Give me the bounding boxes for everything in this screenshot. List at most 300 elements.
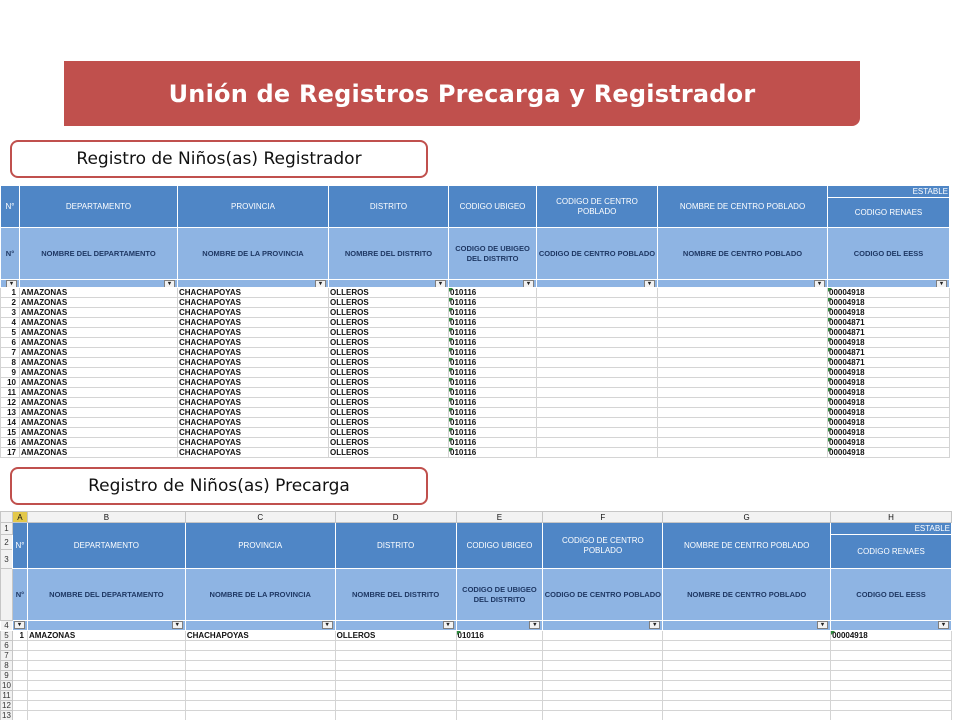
table-cell[interactable] xyxy=(831,641,952,651)
table-row xyxy=(1,418,950,428)
table-cell[interactable] xyxy=(27,671,185,681)
table-cell[interactable]: 00004918 xyxy=(828,398,950,408)
table-cell[interactable] xyxy=(658,308,828,318)
table-cell[interactable] xyxy=(185,641,335,651)
header-cell: DEPARTAMENTO xyxy=(20,186,178,228)
table-cell[interactable]: AMAZONAS xyxy=(20,438,178,448)
table-cell[interactable] xyxy=(663,661,831,671)
row-number[interactable]: 10 xyxy=(2,681,11,690)
table-cell[interactable] xyxy=(658,288,828,298)
table-cell[interactable]: OLLEROS xyxy=(329,348,449,358)
column-letter[interactable]: H xyxy=(831,512,952,523)
table-cell[interactable]: 8 xyxy=(1,358,20,368)
table-cell[interactable]: CHACHAPOYAS xyxy=(178,398,329,408)
table-cell[interactable] xyxy=(658,438,828,448)
table-cell[interactable]: 010116 xyxy=(449,328,537,338)
table-cell[interactable] xyxy=(335,671,456,681)
table-cell[interactable]: 00004918 xyxy=(828,448,950,458)
table-cell[interactable] xyxy=(663,671,831,681)
row-number[interactable]: 7 xyxy=(1,651,13,661)
table-cell[interactable] xyxy=(658,318,828,328)
table-cell[interactable]: 3 xyxy=(1,308,20,318)
header-cell: PROVINCIA xyxy=(178,186,329,228)
table-cell[interactable] xyxy=(663,681,831,691)
table-cell[interactable]: 010116 xyxy=(449,288,537,298)
table-cell[interactable] xyxy=(185,691,335,701)
table-cell[interactable] xyxy=(537,288,658,298)
table-cell[interactable]: 10 xyxy=(1,378,20,388)
table-cell[interactable]: 00004918 xyxy=(828,368,950,378)
table-cell[interactable]: 4 xyxy=(1,318,20,328)
table-cell[interactable]: 010116 xyxy=(449,338,537,348)
table-cell[interactable]: CHACHAPOYAS xyxy=(178,288,329,298)
table-cell[interactable] xyxy=(27,691,185,701)
table-cell[interactable]: AMAZONAS xyxy=(20,448,178,458)
column-letter[interactable]: A xyxy=(12,512,27,523)
table-cell[interactable]: AMAZONAS xyxy=(20,428,178,438)
filter-dropdown-icon[interactable]: ▾ xyxy=(938,621,949,629)
filter-dropdown-icon[interactable]: ▾ xyxy=(529,621,540,629)
table-cell[interactable]: CHACHAPOYAS xyxy=(178,378,329,388)
table-cell[interactable]: 010116 xyxy=(449,368,537,378)
filter-dropdown-icon[interactable]: ▾ xyxy=(172,621,183,629)
table-row xyxy=(1,388,950,398)
table-cell[interactable] xyxy=(543,681,663,691)
table-cell[interactable] xyxy=(12,701,27,711)
table-cell[interactable] xyxy=(658,368,828,378)
filter-dropdown-icon[interactable]: ▾ xyxy=(435,280,446,288)
table-cell[interactable] xyxy=(658,328,828,338)
filter-dropdown-icon[interactable]: ▾ xyxy=(649,621,660,629)
table-cell[interactable] xyxy=(543,641,663,651)
table-cell[interactable]: OLLEROS xyxy=(329,318,449,328)
table-cell[interactable]: 00004918 xyxy=(828,438,950,448)
table-cell[interactable] xyxy=(335,661,456,671)
table-cell[interactable] xyxy=(537,358,658,368)
table-cell[interactable] xyxy=(27,661,185,671)
table-cell[interactable]: OLLEROS xyxy=(329,338,449,348)
table-cell[interactable] xyxy=(335,681,456,691)
table-cell[interactable] xyxy=(658,358,828,368)
table-cell[interactable]: 00004871 xyxy=(828,348,950,358)
table-cell[interactable]: 16 xyxy=(1,438,20,448)
table-cell[interactable]: 010116 xyxy=(449,438,537,448)
table-cell[interactable]: AMAZONAS xyxy=(20,318,178,328)
table-cell[interactable]: 17 xyxy=(1,448,20,458)
table-cell[interactable] xyxy=(12,641,27,651)
header-cell: NOMBRE DE CENTRO POBLADO xyxy=(658,186,828,228)
table-cell[interactable] xyxy=(537,398,658,408)
table-row xyxy=(1,681,952,691)
table-cell[interactable] xyxy=(663,641,831,651)
subheader-cell: NOMBRE DE LA PROVINCIA xyxy=(178,228,329,280)
table-cell[interactable] xyxy=(335,701,456,711)
table-cell[interactable]: OLLEROS xyxy=(329,378,449,388)
table-row xyxy=(1,358,950,368)
filter-row xyxy=(1,621,952,631)
table-cell[interactable]: 00004918 xyxy=(831,631,952,641)
table-cell[interactable] xyxy=(831,691,952,701)
table-cell[interactable] xyxy=(658,408,828,418)
table-cell[interactable] xyxy=(12,651,27,661)
table-cell[interactable]: OLLEROS xyxy=(329,418,449,428)
table-cell[interactable] xyxy=(658,398,828,408)
spreadsheet-registrador[interactable] xyxy=(0,185,952,459)
table-cell[interactable] xyxy=(456,671,543,681)
table-cell[interactable] xyxy=(543,631,663,641)
row-number[interactable] xyxy=(1,569,13,621)
table-cell[interactable] xyxy=(456,641,543,651)
filter-cell xyxy=(12,621,27,631)
table-cell[interactable]: OLLEROS xyxy=(329,388,449,398)
section-label-registrador-text: Registro de Niños(as) Registrador xyxy=(76,149,362,169)
table-cell[interactable] xyxy=(27,711,185,720)
table-cell[interactable] xyxy=(185,671,335,681)
table-cell[interactable] xyxy=(456,701,543,711)
header-cell: DEPARTAMENTO xyxy=(27,523,185,569)
table-cell[interactable]: CHACHAPOYAS xyxy=(178,368,329,378)
table-cell[interactable] xyxy=(658,418,828,428)
subheader-cell: CODIGO DEL EESS xyxy=(831,569,952,621)
table-cell[interactable]: OLLEROS xyxy=(329,358,449,368)
column-letter[interactable]: D xyxy=(335,512,456,523)
table-cell[interactable] xyxy=(185,681,335,691)
filter-dropdown-icon[interactable]: ▾ xyxy=(817,621,828,629)
precarga-table xyxy=(0,511,952,720)
filter-cell xyxy=(335,621,456,631)
header-cell: CODIGO UBIGEO xyxy=(456,523,543,569)
header-row-top xyxy=(1,523,952,535)
filter-dropdown-icon[interactable]: ▾ xyxy=(644,280,655,288)
table-cell[interactable] xyxy=(831,711,952,720)
table-cell[interactable] xyxy=(831,651,952,661)
table-cell[interactable]: CHACHAPOYAS xyxy=(178,348,329,358)
filter-cell xyxy=(178,280,329,288)
filter-cell xyxy=(537,280,658,288)
table-cell[interactable]: CHACHAPOYAS xyxy=(178,428,329,438)
table-cell[interactable]: 9 xyxy=(1,368,20,378)
table-cell[interactable]: CHACHAPOYAS xyxy=(178,448,329,458)
table-cell[interactable]: 00004918 xyxy=(828,298,950,308)
table-row xyxy=(1,398,950,408)
table-cell[interactable]: CHACHAPOYAS xyxy=(178,358,329,368)
table-cell[interactable] xyxy=(663,631,831,641)
table-cell[interactable] xyxy=(831,661,952,671)
table-cell[interactable] xyxy=(12,671,27,681)
table-cell[interactable] xyxy=(27,641,185,651)
table-cell[interactable]: AMAZONAS xyxy=(20,288,178,298)
table-cell[interactable] xyxy=(663,691,831,701)
table-cell[interactable] xyxy=(27,681,185,691)
table-cell[interactable] xyxy=(537,338,658,348)
subheader-cell: CODIGO DE UBIGEO DEL DISTRITO xyxy=(449,228,537,280)
table-cell[interactable]: OLLEROS xyxy=(329,288,449,298)
header-cell-establecimiento: ESTABLE xyxy=(828,186,950,198)
filter-cell xyxy=(831,621,952,631)
table-cell[interactable] xyxy=(27,701,185,711)
table-cell[interactable]: 010116 xyxy=(449,318,537,328)
table-cell[interactable]: 010116 xyxy=(449,428,537,438)
column-letter[interactable]: B xyxy=(27,512,185,523)
table-cell[interactable]: 010116 xyxy=(449,358,537,368)
table-cell[interactable]: 00004918 xyxy=(828,428,950,438)
table-cell[interactable]: AMAZONAS xyxy=(20,378,178,388)
table-cell[interactable] xyxy=(537,318,658,328)
table-cell[interactable] xyxy=(456,691,543,701)
table-cell[interactable] xyxy=(543,661,663,671)
table-cell[interactable]: 6 xyxy=(1,338,20,348)
table-cell[interactable]: AMAZONAS xyxy=(20,418,178,428)
table-cell[interactable] xyxy=(537,388,658,398)
table-cell[interactable] xyxy=(335,711,456,720)
table-cell[interactable]: 12 xyxy=(1,398,20,408)
header-cell: N° xyxy=(1,186,20,228)
table-cell[interactable]: 2 xyxy=(1,298,20,308)
table-cell[interactable] xyxy=(185,711,335,720)
subheader-cell: N° xyxy=(12,569,27,621)
table-cell[interactable]: CHACHAPOYAS xyxy=(178,338,329,348)
header-cell: DISTRITO xyxy=(329,186,449,228)
table-cell[interactable]: AMAZONAS xyxy=(20,388,178,398)
table-cell[interactable] xyxy=(537,408,658,418)
table-cell[interactable] xyxy=(658,348,828,358)
table-cell[interactable] xyxy=(658,378,828,388)
table-cell[interactable]: CHACHAPOYAS xyxy=(178,328,329,338)
table-cell[interactable]: CHACHAPOYAS xyxy=(178,308,329,318)
header-cell: CODIGO DE CENTRO POBLADO xyxy=(543,523,663,569)
table-cell[interactable]: 1 xyxy=(12,631,27,641)
table-cell[interactable]: 00004918 xyxy=(828,378,950,388)
table-row xyxy=(1,408,950,418)
row-number[interactable]: 3 xyxy=(1,550,13,569)
header-cell: CODIGO RENAES xyxy=(828,198,950,228)
table-cell[interactable] xyxy=(658,388,828,398)
table-cell[interactable] xyxy=(12,661,27,671)
table-cell[interactable] xyxy=(12,681,27,691)
subheader-cell: NOMBRE DEL DISTRITO xyxy=(329,228,449,280)
table-cell[interactable]: AMAZONAS xyxy=(20,328,178,338)
table-cell[interactable]: OLLEROS xyxy=(329,368,449,378)
filter-dropdown-icon[interactable]: ▾ xyxy=(322,621,333,629)
table-cell[interactable]: AMAZONAS xyxy=(20,368,178,378)
table-cell[interactable]: CHACHAPOYAS xyxy=(178,388,329,398)
header-cell: CODIGO UBIGEO xyxy=(449,186,537,228)
filter-dropdown-icon[interactable]: ▾ xyxy=(164,280,175,288)
row-number[interactable]: 1 xyxy=(1,523,13,535)
table-cell[interactable] xyxy=(537,308,658,318)
header-row-sub xyxy=(1,569,952,621)
column-letter[interactable]: E xyxy=(456,512,543,523)
filter-dropdown-icon[interactable]: ▾ xyxy=(523,280,534,288)
filter-dropdown-icon[interactable]: ▾ xyxy=(6,280,17,288)
table-row xyxy=(1,631,952,641)
table-row xyxy=(1,641,952,651)
table-cell[interactable]: AMAZONAS xyxy=(20,308,178,318)
row-number[interactable]: 12 xyxy=(2,701,11,710)
table-cell[interactable]: 14 xyxy=(1,418,20,428)
table-cell[interactable] xyxy=(831,671,952,681)
table-cell[interactable] xyxy=(663,711,831,720)
table-cell[interactable]: 7 xyxy=(1,348,20,358)
table-cell[interactable] xyxy=(543,701,663,711)
table-cell[interactable]: CHACHAPOYAS xyxy=(178,318,329,328)
filter-dropdown-icon[interactable]: ▾ xyxy=(936,280,947,288)
table-cell[interactable]: 00004918 xyxy=(828,338,950,348)
subheader-cell: NOMBRE DE CENTRO POBLADO xyxy=(663,569,831,621)
filter-dropdown-icon[interactable]: ▾ xyxy=(315,280,326,288)
table-cell[interactable]: AMAZONAS xyxy=(20,338,178,348)
table-row xyxy=(1,691,952,701)
table-cell[interactable]: 00004871 xyxy=(828,328,950,338)
table-cell[interactable] xyxy=(658,428,828,438)
table-cell[interactable] xyxy=(831,681,952,691)
table-cell[interactable] xyxy=(543,651,663,661)
registrador-table xyxy=(0,185,950,458)
table-cell[interactable]: CHACHAPOYAS xyxy=(178,408,329,418)
table-cell[interactable]: AMAZONAS xyxy=(20,298,178,308)
table-cell[interactable]: 010116 xyxy=(449,408,537,418)
table-cell[interactable]: 010116 xyxy=(449,398,537,408)
table-cell[interactable]: OLLEROS xyxy=(329,308,449,318)
table-cell[interactable]: CHACHAPOYAS xyxy=(185,631,335,641)
table-cell[interactable]: OLLEROS xyxy=(329,408,449,418)
table-cell[interactable]: 15 xyxy=(1,428,20,438)
table-cell[interactable]: 1 xyxy=(1,288,20,298)
table-cell[interactable] xyxy=(456,711,543,720)
table-row xyxy=(1,448,950,458)
table-cell[interactable] xyxy=(335,641,456,651)
table-cell[interactable] xyxy=(537,328,658,338)
table-cell[interactable] xyxy=(537,348,658,358)
table-cell[interactable]: OLLEROS xyxy=(329,448,449,458)
spreadsheet-precarga[interactable] xyxy=(0,511,952,720)
filter-dropdown-icon[interactable]: ▾ xyxy=(814,280,825,288)
filter-cell xyxy=(828,280,950,288)
table-cell[interactable] xyxy=(537,368,658,378)
table-row xyxy=(1,671,952,681)
table-cell[interactable]: OLLEROS xyxy=(329,428,449,438)
table-cell[interactable]: 010116 xyxy=(449,418,537,428)
table-cell[interactable] xyxy=(831,701,952,711)
table-cell[interactable]: AMAZONAS xyxy=(20,398,178,408)
table-cell[interactable]: OLLEROS xyxy=(329,328,449,338)
table-cell[interactable] xyxy=(27,651,185,661)
filter-dropdown-icon[interactable]: ▾ xyxy=(443,621,454,629)
table-cell[interactable]: 00004918 xyxy=(828,388,950,398)
header-cell: DISTRITO xyxy=(335,523,456,569)
table-cell[interactable] xyxy=(335,651,456,661)
table-cell[interactable]: 010116 xyxy=(449,308,537,318)
table-cell[interactable]: 010116 xyxy=(449,348,537,358)
table-cell[interactable] xyxy=(543,711,663,720)
table-cell[interactable]: OLLEROS xyxy=(329,298,449,308)
table-row xyxy=(1,651,952,661)
column-letter[interactable]: G xyxy=(663,512,831,523)
column-letter[interactable]: C xyxy=(185,512,335,523)
table-cell[interactable]: 010116 xyxy=(449,378,537,388)
table-cell[interactable] xyxy=(12,691,27,701)
table-cell[interactable] xyxy=(456,651,543,661)
table-cell[interactable] xyxy=(543,691,663,701)
table-cell[interactable] xyxy=(12,711,27,720)
table-cell[interactable] xyxy=(658,448,828,458)
row-number[interactable]: 6 xyxy=(1,641,13,651)
table-cell[interactable] xyxy=(658,298,828,308)
table-cell[interactable] xyxy=(185,651,335,661)
subheader-cell: CODIGO DE UBIGEO DEL DISTRITO xyxy=(456,569,543,621)
table-cell[interactable]: OLLEROS xyxy=(329,398,449,408)
subheader-cell: CODIGO DEL EESS xyxy=(828,228,950,280)
row-number[interactable]: 2 xyxy=(1,535,13,550)
table-cell[interactable]: 00004918 xyxy=(828,418,950,428)
table-cell[interactable] xyxy=(663,651,831,661)
table-cell[interactable] xyxy=(335,691,456,701)
table-cell[interactable]: 00004871 xyxy=(828,358,950,368)
row-number[interactable]: 4 xyxy=(1,621,13,631)
table-cell[interactable]: 11 xyxy=(1,388,20,398)
table-cell[interactable]: OLLEROS xyxy=(335,631,456,641)
header-cell: CODIGO RENAES xyxy=(831,535,952,569)
table-cell[interactable]: AMAZONAS xyxy=(20,408,178,418)
table-cell[interactable]: AMAZONAS xyxy=(27,631,185,641)
table-cell[interactable] xyxy=(537,298,658,308)
row-number[interactable]: 13 xyxy=(2,711,11,720)
filter-dropdown-icon[interactable]: ▾ xyxy=(14,621,25,629)
table-cell[interactable] xyxy=(456,661,543,671)
row-number[interactable]: 9 xyxy=(1,671,13,681)
table-cell[interactable] xyxy=(456,681,543,691)
table-cell[interactable]: CHACHAPOYAS xyxy=(178,298,329,308)
table-cell[interactable] xyxy=(537,438,658,448)
header-row-sub xyxy=(1,228,950,280)
table-cell[interactable]: CHACHAPOYAS xyxy=(178,418,329,428)
table-cell[interactable]: 00004871 xyxy=(828,318,950,328)
table-cell[interactable]: 010116 xyxy=(449,448,537,458)
table-cell[interactable] xyxy=(543,671,663,681)
table-cell[interactable]: 010116 xyxy=(449,388,537,398)
table-cell[interactable] xyxy=(537,448,658,458)
table-cell[interactable] xyxy=(537,428,658,438)
row-number[interactable]: 5 xyxy=(1,631,13,641)
table-cell[interactable] xyxy=(658,338,828,348)
table-cell[interactable]: 5 xyxy=(1,328,20,338)
table-cell[interactable]: OLLEROS xyxy=(329,438,449,448)
table-row xyxy=(1,318,950,328)
table-cell[interactable]: 00004918 xyxy=(828,288,950,298)
filter-cell xyxy=(658,280,828,288)
table-row xyxy=(1,308,950,318)
table-cell[interactable]: 00004918 xyxy=(828,308,950,318)
filter-cell xyxy=(449,280,537,288)
table-cell[interactable] xyxy=(185,701,335,711)
table-cell[interactable]: 010116 xyxy=(456,631,543,641)
row-number[interactable]: 8 xyxy=(1,661,13,671)
table-cell[interactable] xyxy=(537,418,658,428)
table-cell[interactable]: AMAZONAS xyxy=(20,348,178,358)
column-letter[interactable] xyxy=(1,512,13,523)
table-cell[interactable]: AMAZONAS xyxy=(20,358,178,368)
table-cell[interactable] xyxy=(185,661,335,671)
table-cell[interactable]: 13 xyxy=(1,408,20,418)
table-cell[interactable]: 010116 xyxy=(449,298,537,308)
table-cell[interactable]: 00004918 xyxy=(828,408,950,418)
table-cell[interactable] xyxy=(663,701,831,711)
table-cell[interactable] xyxy=(537,378,658,388)
table-cell[interactable]: CHACHAPOYAS xyxy=(178,438,329,448)
row-number[interactable]: 11 xyxy=(2,691,11,700)
column-letter[interactable]: F xyxy=(543,512,663,523)
header-cell-establecimiento: ESTABLE xyxy=(831,523,952,535)
